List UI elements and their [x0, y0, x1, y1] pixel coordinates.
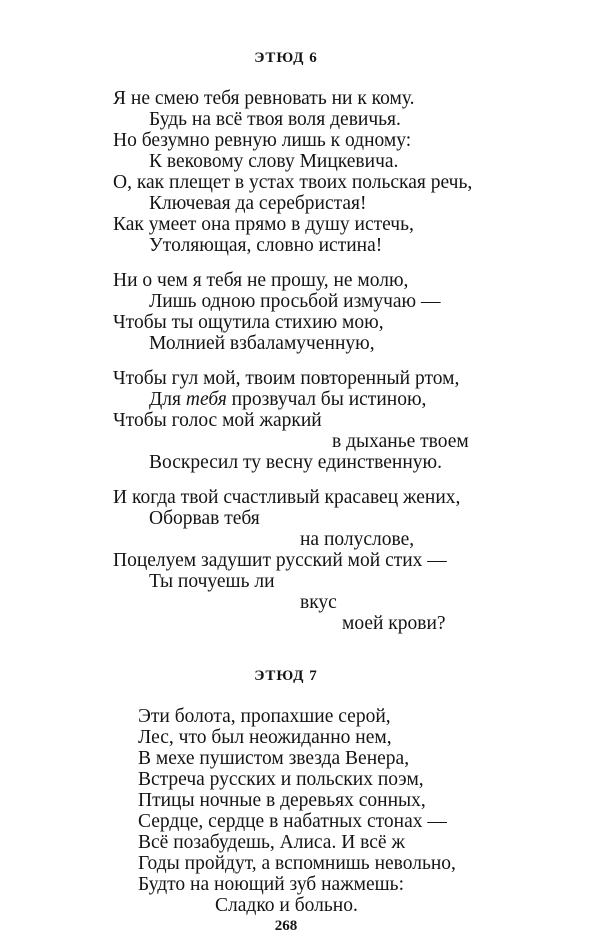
etude-7-title: ЭТЮД 7 — [254, 668, 318, 684]
poem-line: Чтобы голос мой жаркий — [113, 410, 322, 431]
poem-line: на полуслове, — [300, 529, 415, 550]
poem-italic-word: тебя — [185, 389, 227, 410]
poem-line: О, как плещет в устах твоих польская речь, — [113, 172, 473, 193]
poem-line: Сердце, сердце в набатных стонах — — [138, 811, 447, 832]
poem-line: Лес, что был неожиданно нем, — [138, 727, 392, 748]
page-number: 268 — [274, 918, 298, 934]
etude-6-title: ЭТЮД 6 — [254, 50, 318, 66]
poem-line — [149, 389, 426, 411]
poem-line: в дыханье твоем — [332, 431, 469, 452]
poem-line: Воскресил ту весну единственную. — [149, 452, 442, 473]
poem-line: Встреча русских и польских поэм, — [138, 769, 424, 790]
poem-line: Будь на всё твоя воля девичья. — [149, 109, 401, 130]
poem-line: Эти болота, пропахшие серой, — [138, 706, 391, 727]
poem-line: Годы пройдут, а вспомнишь невольно, — [138, 853, 456, 874]
poem-line: Будто на ноющий зуб нажмешь: — [138, 874, 404, 895]
poem-line: Чтобы гул мой, твоим повторенный ртом, — [113, 368, 460, 389]
poem-line-rest: прозвучал бы истиною, — [231, 389, 427, 410]
poem-line: моей крови? — [342, 613, 446, 634]
poem-line: К вековому слову Мицкевича. — [149, 151, 399, 172]
poem-line: Поцелуем задушит русский мой стих — — [113, 550, 447, 571]
poem-line: Ни о чем я тебя не прошу, не молю, — [113, 270, 409, 291]
poem-line: Сладко и больно. — [215, 895, 358, 916]
poem-line: Оборвав тебя — [149, 508, 260, 529]
poem-line: Утоляющая, словно истина! — [149, 235, 383, 256]
poem-line: Лишь одною просьбой измучаю — — [149, 291, 441, 312]
poem-line: Как умеет она прямо в душу истечь, — [113, 214, 414, 235]
poem-word: Для — [149, 389, 182, 410]
poem-line: Но безумно ревную лишь к одному: — [113, 130, 412, 151]
poem-line: В мехе пушистом звезда Венера, — [138, 748, 410, 769]
poem-line: И когда твой счастливый красавец жених, — [113, 487, 461, 508]
poem-line: Ты почуешь ли — [149, 571, 275, 592]
poem-line: Чтобы ты ощутила стихию мою, — [113, 312, 384, 333]
poem-line: Я не смею тебя ревновать ни к кому. — [113, 88, 415, 109]
poem-line: Ключевая да серебристая! — [149, 193, 367, 214]
poem-line: вкус — [300, 592, 337, 613]
poem-line: Птицы ночные в деревьях сонных, — [138, 790, 426, 811]
poem-line: Молнией взбаламученную, — [149, 333, 375, 354]
poem-line: Всё позабудешь, Алиса. И всё ж — [138, 832, 405, 853]
